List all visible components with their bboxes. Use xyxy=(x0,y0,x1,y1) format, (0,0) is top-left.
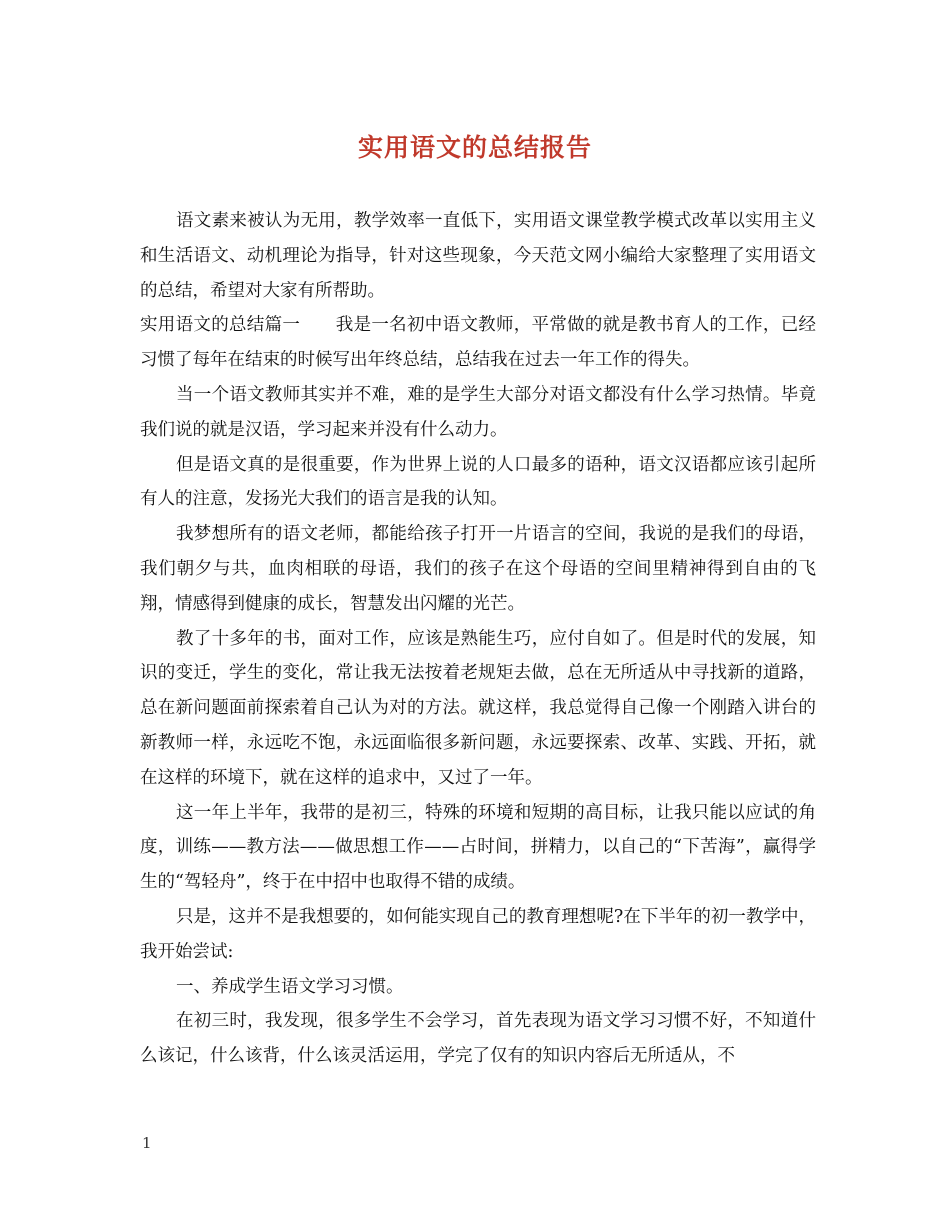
paragraph: 只是，这并不是我想要的，如何能实现自己的教育理想呢?在下半年的初一教学中，我开始尝试: xyxy=(140,906,816,962)
paragraph: 我梦想所有的语文老师，都能给孩子打开一片语言的空间，我说的是我们的母语，我们朝夕与共，血肉相联的母语，我们的孩子在这个母语的空间里精神得到自由的飞翔，情感得到健康的成长，智慧发出闪耀的光芒。 xyxy=(140,524,816,614)
paragraph: 实用语文的总结篇一 我是一名初中语文教师，平常做的就是教书育人的工作，已经习惯了每年在结束的时候写出年终总结，总结我在过去一年工作的得失。 xyxy=(140,315,816,371)
page-number: 1 xyxy=(142,1134,152,1152)
paragraph: 教了十多年的书，面对工作，应该是熟能生巧，应付自如了。但是时代的发展，知识的变迁，学生的变化，常让我无法按着老规矩去做，总在无所适从中寻找新的道路，总在新问题面前探索着自己认为对的方法。就这样，我总觉得自己像一个刚踏入讲台的新教师一样，永远吃不饱，永远面临很多新问题，永远要探索、改革、实践、开拓，就在这样的环境下，就在这样的追求中，又过了一年。 xyxy=(140,628,816,788)
paragraph: 但是语文真的是很重要，作为世界上说的人口最多的语种，语文汉语都应该引起所有人的注意，发扬光大我们的语言是我的认知。 xyxy=(140,454,816,510)
document-title: 实用语文的总结报告 xyxy=(357,133,592,162)
paragraph: 在初三时，我发现，很多学生不会学习，首先表现为语文学习习惯不好，不知道什么该记，什么该背，什么该灵活运用，学完了仅有的知识内容后无所适从，不 xyxy=(140,1011,816,1067)
document-body xyxy=(140,204,816,1074)
paragraph: 一、养成学生语文学习习惯。 xyxy=(176,976,404,997)
paragraph: 这一年上半年，我带的是初三，特殊的环境和短期的高目标，让我只能以应试的角度，训练——教方法——做思想工作——占时间，拼精力，以自己的“下苦海”，赢得学生的“驾轻舟”，终于在中招中也取得不错的成绩。 xyxy=(140,802,816,893)
paragraph: 语文素来被认为无用，教学效率一直低下，实用语文课堂教学模式改革以实用主义和生活语文、动机理论为指导，针对这些现象，今天范文网小编给大家整理了实用语文的总结，希望对大家有所帮助。 xyxy=(140,211,816,301)
paragraph: 当一个语文教师其实并不难，难的是学生大部分对语文都没有什么学习热情。毕竟我们说的就是汉语，学习起来并没有什么动力。 xyxy=(140,384,816,440)
